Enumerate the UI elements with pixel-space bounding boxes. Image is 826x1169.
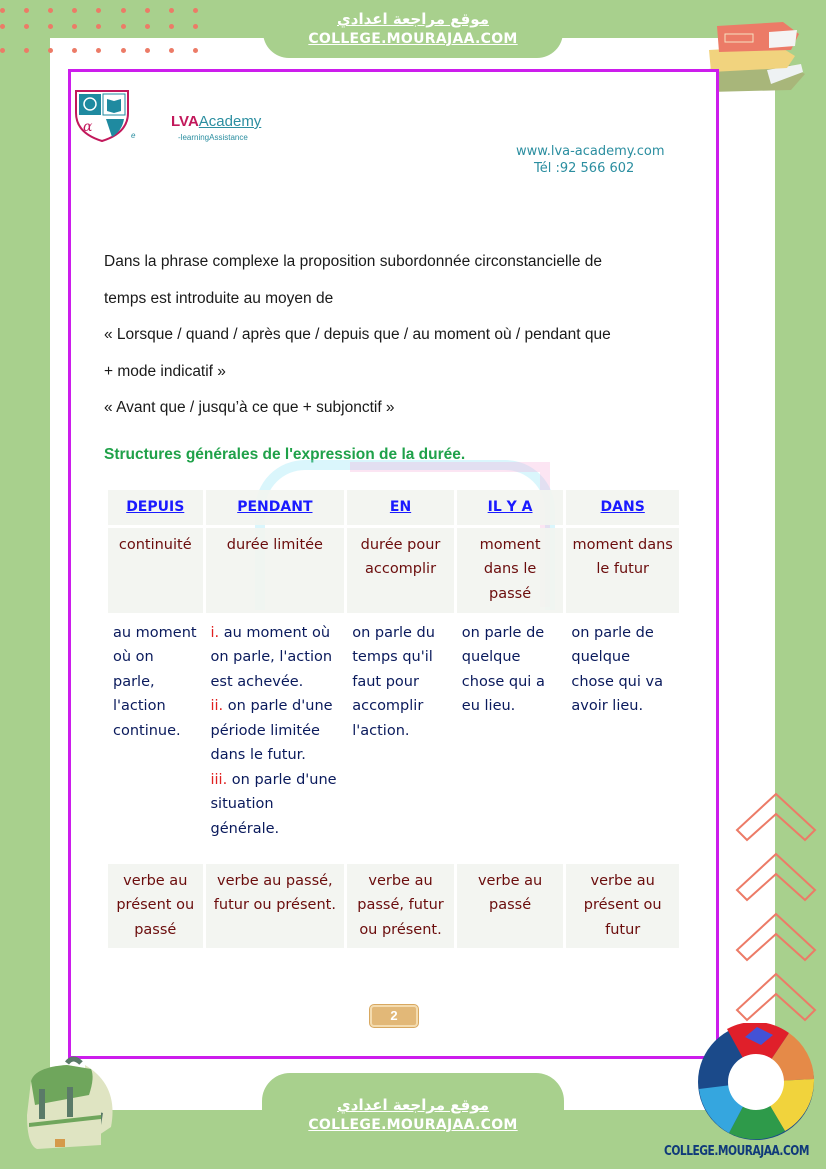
- table-cell: verbe au présent ou futur: [566, 864, 679, 948]
- website-link[interactable]: www.lva-academy.com: [516, 144, 665, 159]
- backpack-icon: [15, 1055, 115, 1155]
- phone-number: Tél :92 566 602: [534, 161, 635, 176]
- site-banner-bottom[interactable]: [262, 1073, 564, 1169]
- roman-numeral: i.: [210, 624, 220, 641]
- header-link[interactable]: DANS: [600, 499, 645, 515]
- site-domain-link[interactable]: COLLEGE.MOURAJAA.COM: [308, 31, 518, 47]
- intro-line: + mode indicatif »: [104, 362, 226, 380]
- intro-line: temps est introduite au moyen de: [104, 289, 334, 307]
- brand-accent: LVA: [171, 113, 199, 130]
- header-link[interactable]: PENDANT: [237, 499, 313, 515]
- lva-academy-shield-logo: [72, 87, 132, 143]
- svg-text:α: α: [83, 119, 93, 135]
- header-depuis: [108, 490, 203, 525]
- brand-rest: Academy: [198, 113, 262, 130]
- table-row-meaning: [108, 528, 679, 613]
- intro-paragraph: [104, 244, 704, 427]
- table-row-verb-tense: [108, 864, 679, 948]
- chevron-up-decoration-icon: [735, 790, 817, 1030]
- table-cell: on parle de quelque chose qui a eu lieu.: [461, 624, 545, 714]
- table-cell: continuité: [108, 528, 203, 613]
- intro-line: « Lorsque / quand / après que / depuis que / au moment où / pendant que: [104, 326, 611, 343]
- subjects-wheel-logo: [697, 1023, 815, 1141]
- page-number-badge: 2: [370, 1005, 418, 1027]
- table-cell: durée limitée: [206, 528, 345, 613]
- usage-text: on parle d'une période limitée dans le futur.: [210, 698, 333, 763]
- intro-line: « Avant que / jusqu’à ce que + subjonctif »: [104, 399, 395, 416]
- header-dans: [566, 490, 679, 525]
- header-il-y-a: [457, 490, 564, 525]
- header-link[interactable]: EN: [389, 499, 412, 515]
- contact-info: [516, 143, 665, 177]
- site-banner-top[interactable]: [263, 0, 563, 58]
- header-en: [347, 490, 454, 525]
- table-cell: verbe au présent ou passé: [108, 864, 203, 948]
- usage-text: au moment où on parle, l'action est achevée.: [210, 624, 333, 690]
- table-header-row: [108, 490, 679, 525]
- left-green-strip: [0, 0, 50, 1169]
- table-cell: verbe au passé, futur ou présent.: [206, 864, 345, 948]
- duration-table: [105, 487, 682, 951]
- table-cell: verbe au passé: [457, 864, 564, 948]
- site-name-arabic[interactable]: موقع مراجعة اعدادي: [337, 10, 489, 28]
- table-cell: au moment où on parle, l'action continue.: [113, 624, 197, 739]
- header-link[interactable]: DEPUIS: [126, 499, 185, 515]
- site-domain-link[interactable]: COLLEGE.MOURAJAA.COM: [308, 1117, 518, 1133]
- site-name-arabic[interactable]: موقع مراجعة اعدادي: [337, 1096, 489, 1114]
- header-link[interactable]: IL Y A: [487, 499, 533, 515]
- header-pendant: [206, 490, 345, 525]
- table-cell: moment dans le passé: [457, 528, 564, 613]
- decorative-dots: [0, 0, 200, 56]
- table-cell-pendant-list: [206, 616, 345, 861]
- table-cell: verbe au passé, futur ou présent.: [347, 864, 454, 948]
- brand-name: [171, 113, 261, 130]
- table-cell: moment dans le futur: [566, 528, 679, 613]
- brand-tagline: -learningAssistance: [178, 133, 248, 142]
- brand-e-mark: e: [131, 131, 136, 140]
- usage-text: on parle d'une situation générale.: [210, 771, 337, 837]
- table-cell: on parle de quelque chose qui va avoir lieu.: [571, 624, 663, 714]
- table-row-usage: [108, 616, 679, 861]
- roman-numeral: iii.: [210, 771, 228, 788]
- intro-line: Dans la phrase complexe la proposition subordonnée circonstancielle de: [104, 253, 603, 270]
- table-cell: durée pour accomplir: [347, 528, 454, 613]
- section-title: Structures générales de l'expression de la durée.: [104, 446, 466, 463]
- wheel-caption: COLLEGE.MOURAJAA.COM: [664, 1144, 809, 1159]
- table-cell: on parle du temps qu'il faut pour accomplir l'action.: [352, 624, 435, 739]
- roman-numeral: ii.: [210, 698, 224, 714]
